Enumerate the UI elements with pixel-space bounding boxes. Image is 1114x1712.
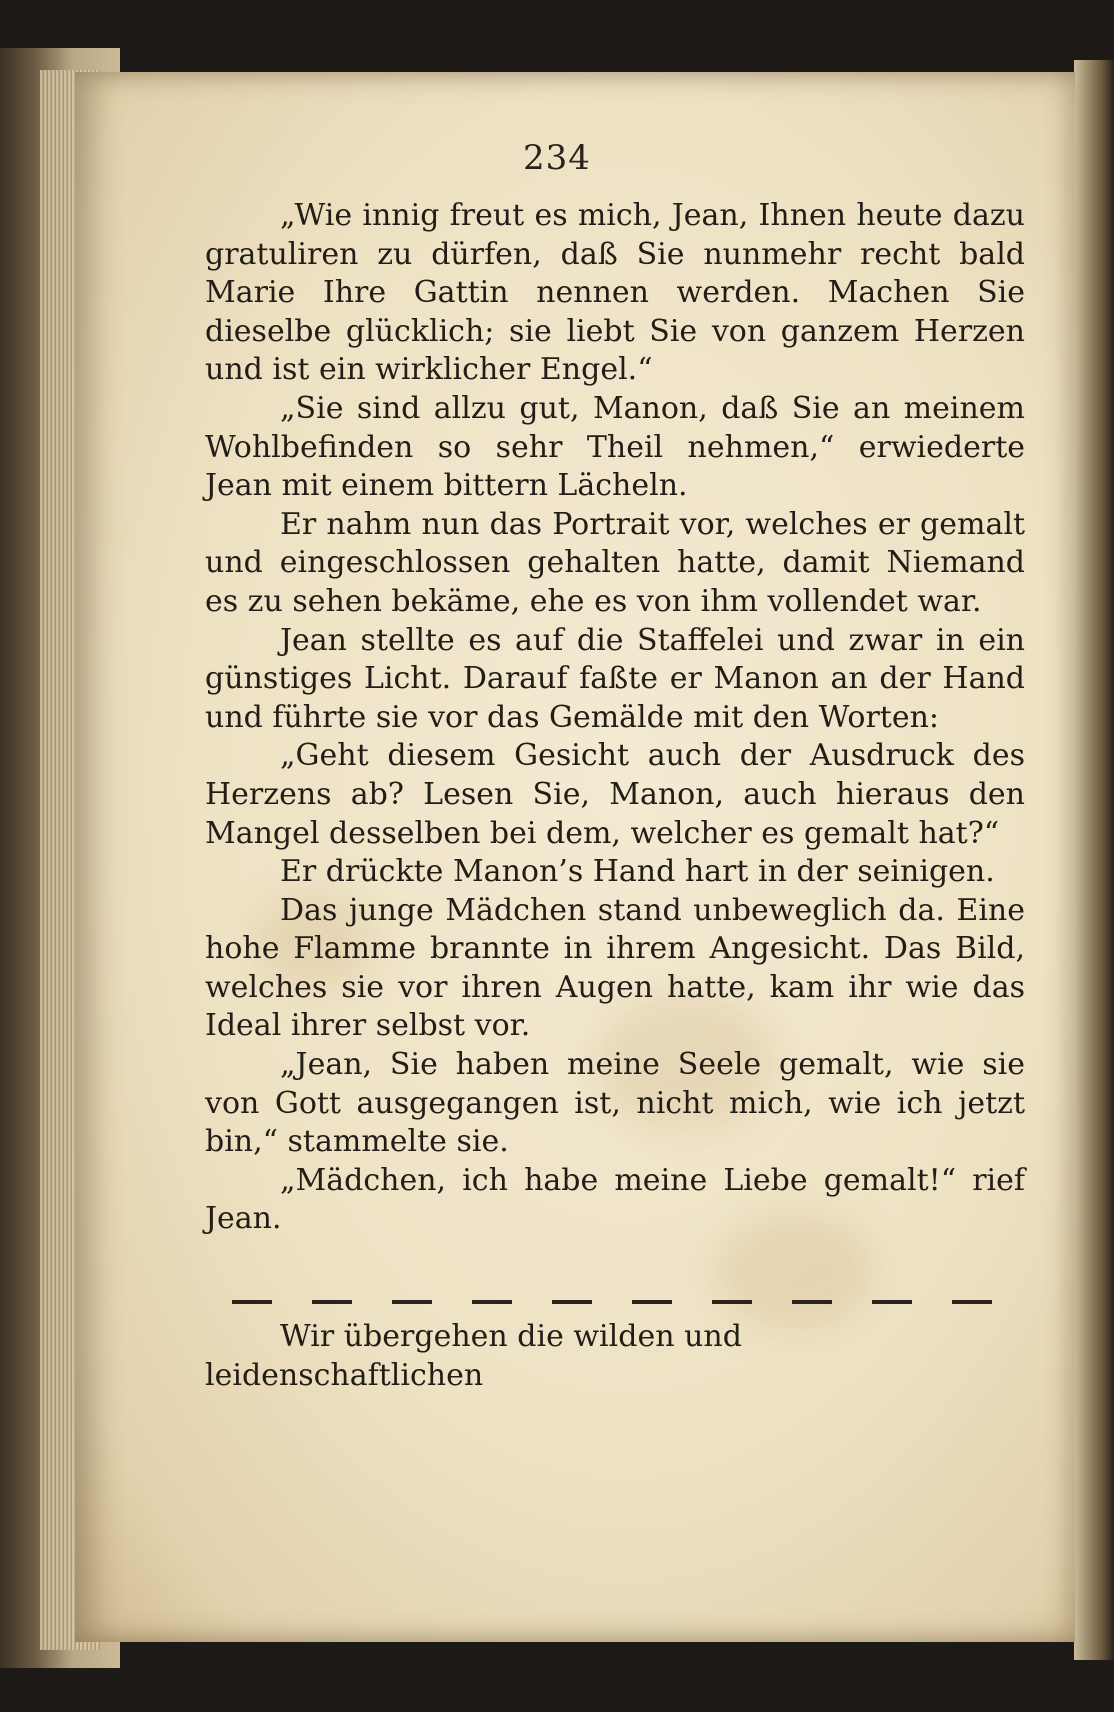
body-text xyxy=(205,197,1025,1239)
paragraph: „Jean, Sie haben meine Seele gemalt, wie sie von Gott ausgegangen ist, nicht mich, wie ich jetzt bin,“ stammelte sie. xyxy=(205,1047,1025,1160)
paragraph: „Mädchen, ich habe meine Liebe gemalt!“ rief Jean. xyxy=(205,1162,1025,1237)
paragraph: Er nahm nun das Portrait vor, welches er gemalt und eingeschlossen gehalten hatte, damit Niemand es zu sehen bekäme, ehe es von ihm vollendet war. xyxy=(205,506,1025,619)
right-page-edge xyxy=(1074,60,1114,1660)
paragraph: Er drückte Manon’s Hand hart in der seinigen. xyxy=(280,854,995,890)
paragraph: Jean stellte es auf die Staffelei und zwar in ein günstiges Licht. Darauf faßte er Manon an der Hand und führte sie vor das Gemälde mit den Worten: xyxy=(205,622,1025,735)
paragraph: „Sie sind allzu gut, Manon, daß Sie an meinem Wohlbefinden so sehr Theil nehmen,“ erwiederte Jean mit einem bittern Lächeln. xyxy=(205,390,1025,504)
separator-text xyxy=(232,1300,233,1301)
section-separator xyxy=(232,1300,1022,1304)
paragraph: „Geht diesem Gesicht auch der Ausdruck des Herzens ab? Lesen Sie, Manon, auch hieraus den Mangel desselben bei dem, welcher es gemalt hat?“ xyxy=(205,738,1025,851)
continuation-line: Wir übergehen die wilden und leidenschaftlichen xyxy=(205,1319,742,1393)
page-number: 234 xyxy=(523,138,591,178)
paragraph: Das junge Mädchen stand unbeweglich da. Eine hohe Flamme brannte in ihrem Angesicht. Das Bild, welches sie vor ihren Augen hatte, kam ihr wie das Ideal ihrer selbst vor. xyxy=(205,892,1025,1044)
paragraph: „Wie innig freut es mich, Jean, Ihnen heute dazu gratuliren zu dürfen, daß Sie nunmehr recht bald Marie Ihre Gattin nennen werden. Machen Sie dieselbe glücklich; sie liebt Sie von ganzem Herzen und ist ein wirklicher Engel.“ xyxy=(205,198,1025,388)
